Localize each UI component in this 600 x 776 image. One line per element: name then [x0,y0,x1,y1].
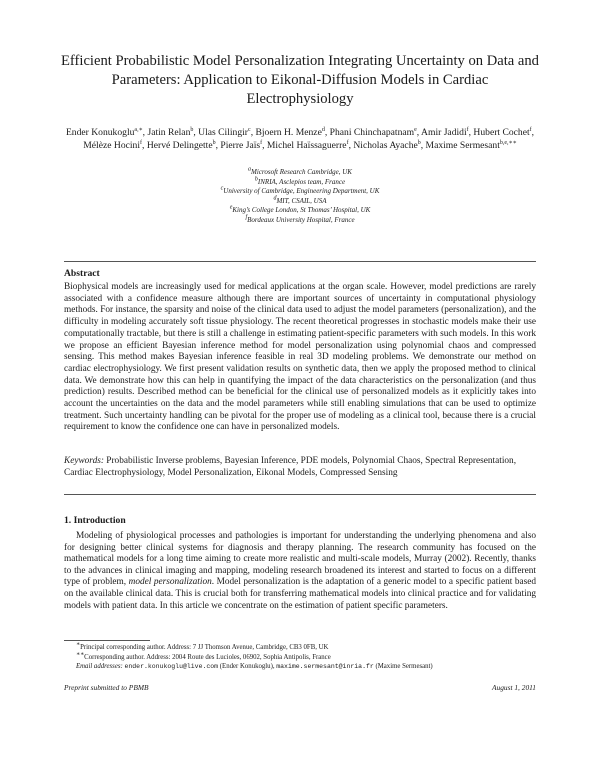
author-name: Phani Chinchapatnam [329,127,415,138]
author-name: Ulas Cilingir [198,127,249,138]
author-affiliation-mark: d [321,126,325,133]
affiliation-line: $^d$MIT, CSAIL, USA [273,195,327,205]
author-name: Hubert Cochet [473,127,530,138]
affiliation-line: $^a$Microsoft Research Cambridge, UK [248,166,352,176]
author-name: Pierre Jaïs [220,140,261,151]
author-affiliation-mark: f [140,139,143,146]
emphasis-model-personalization: model personalization [128,577,212,588]
affiliation-line: $^f$Bordeaux University Hospital, France [245,214,355,224]
footnote-principal-author: ∗Principal corresponding author. Address: 7 JJ Thomson Avenue, Cambridge, CB3 0FB, UK [76,641,329,651]
author-name: Bjoern H. Menze [255,127,322,138]
author-affiliation-mark: b [417,139,421,146]
author-affiliation-mark: b [190,126,194,133]
introduction-paragraph: Modeling of physiological processes and pathologies is important for understanding the underlying phenomena and also for designing better clinical systems for diagnosis and therapy planning. The research community has focused on the mathematical models for a long time aiming to create more realistic and multi-scale models, Murray (2002). Recently, thanks to the advances in clinical imaging and mapping, modeling research broadened its interest and started to focus on a different type of problem, model personalization. Model personalization is the adaptation of a generic model to a specific patient based on the available clinical data. This is crucial both for transferring mathematical models into clinical practice and for validating models with patient data. In this article we concentrate on the estimation of patient specific parameters. [64,531,536,611]
affiliation-list [120,168,480,226]
footnote-corresponding-author: ∗∗Corresponding author. Address: 2004 Route des Lucioles, 06902, Sophia Antipolis, France [76,651,331,661]
abstract-heading: Abstract [64,268,100,279]
author-name: Hervé Delingette [146,140,213,151]
affiliation-line: $^b$INRIA, Asclepios team, France [254,176,346,186]
keywords [64,456,536,479]
author-affiliation-mark: f [466,126,469,133]
author-affiliation-mark: b [212,139,216,146]
affiliation-line: $^e$King’s College London, St Thomas’ Hospital, UK [229,205,371,215]
author-affiliation-mark: c [248,126,251,133]
email-link-konukoglu[interactable]: ender.konukoglu@live.com [124,663,219,671]
affiliation-line: $^c$University of Cambridge, Engineering Department, UK [220,185,380,196]
author-affiliation-mark: f [346,139,349,146]
footer-preprint-note: Preprint submitted to PBMB [64,683,149,692]
footer-date: August 1, 2011 [491,683,536,692]
keywords-label: Keywords: [64,456,104,466]
paper-title: Efficient Probabilistic Model Personalization Integrating Uncertainty on Data and Parameters: Application to Eikonal-Diffusion Models in Cardiac Electrophysiology [61,53,539,107]
author-name: Nicholas Ayache [353,140,418,151]
author-name: Maxime Sermesant [425,140,500,151]
keywords-text: Probabilistic Inverse problems, Bayesian Inference, PDE models, Polynomial Chaos, Spectral Representation, Cardiac Electrophysiology, Model Personalization, Eikonal Models, Compressed Sensing [64,456,517,478]
author-affiliation-mark: f [529,126,532,133]
author-affiliation-mark: b,e,∗∗ [499,139,517,146]
abstract-top-rule [64,261,536,262]
author-list: Ender Konukoglu$^{a,∗}$, Jatin Relan$^b$, Ulas Cilingir$^c$, Bjoern H. Menze$^d$, Phani Chinchapatnam$^e$, Amir Jadidi$^f$, Hubert Cochet$^f$, Mélèze Hocini$^f$, Hervé Delingette$^b$, Pierre Jaïs$^f$, Michel Haïssaguerre$^f$, Nicholas Ayache$^b$, Maxime Sermesant$^{b,e,∗∗}$ [65,126,535,151]
email-link-sermesant[interactable]: maxime.sermesant@inria.fr [276,663,374,671]
author-name: Jatin Relan [147,127,191,138]
author-name: Michel Haïssaguerre [266,140,347,151]
abstract-text: Biophysical models are increasingly used for medical applications at the organ scale. However, model predictions are rarely associated with a confidence measure although there are important sources of uncertainty in computational physiology methods. For instance, the sparsity and noise of the clinical data used to adjust the model parameters (personalization), and the difficulty in modeling accurately soft tissue physiology. The recent theoretical progresses in stochastic models make their use computationally tractable, but there is still a challenge in estimating patient-specific parameters with such models. In this work we propose an efficient Bayesian inference method for model personalization using polynomial chaos and compressed sensing. This method makes Bayesian inference feasible in real 3D modeling problems. We demonstrate our method on cardiac electrophysiology. We first present validation results on synthetic data, then we apply the proposed method to clinical data. We demonstrate how this can help in quantifying the impact of the data characteristics on the personalization (and thus prediction) results. Described method can be beneficial for the clinical use of personalized models as it explicitly takes into account the uncertainties on the data and the model parameters while still enabling simulations that can be used to optimize treatment. Such uncertainty handling can be pivotal for the proper use of modeling as a clinical tool, because there is a crucial requirement to know the confidence one can have in personalized models. [64,282,536,433]
introduction-heading: 1. Introduction [64,515,126,526]
author-affiliation-mark: e [414,126,417,133]
footnotes [64,643,536,672]
footnote-emails: Email addresses: ender.konukoglu@live.com (Ender Konukoglu), maxime.sermesant@inria.fr (Maxime Sermesant) [76,663,433,671]
author-name: Mélèze Hocini [83,140,141,151]
author-name: Amir Jadidi [421,127,467,138]
author-affiliation-mark: a,∗ [134,126,143,133]
abstract-bottom-rule [64,494,536,495]
author-name: Ender Konukoglu [65,127,135,138]
author-affiliation-mark: f [260,139,263,146]
